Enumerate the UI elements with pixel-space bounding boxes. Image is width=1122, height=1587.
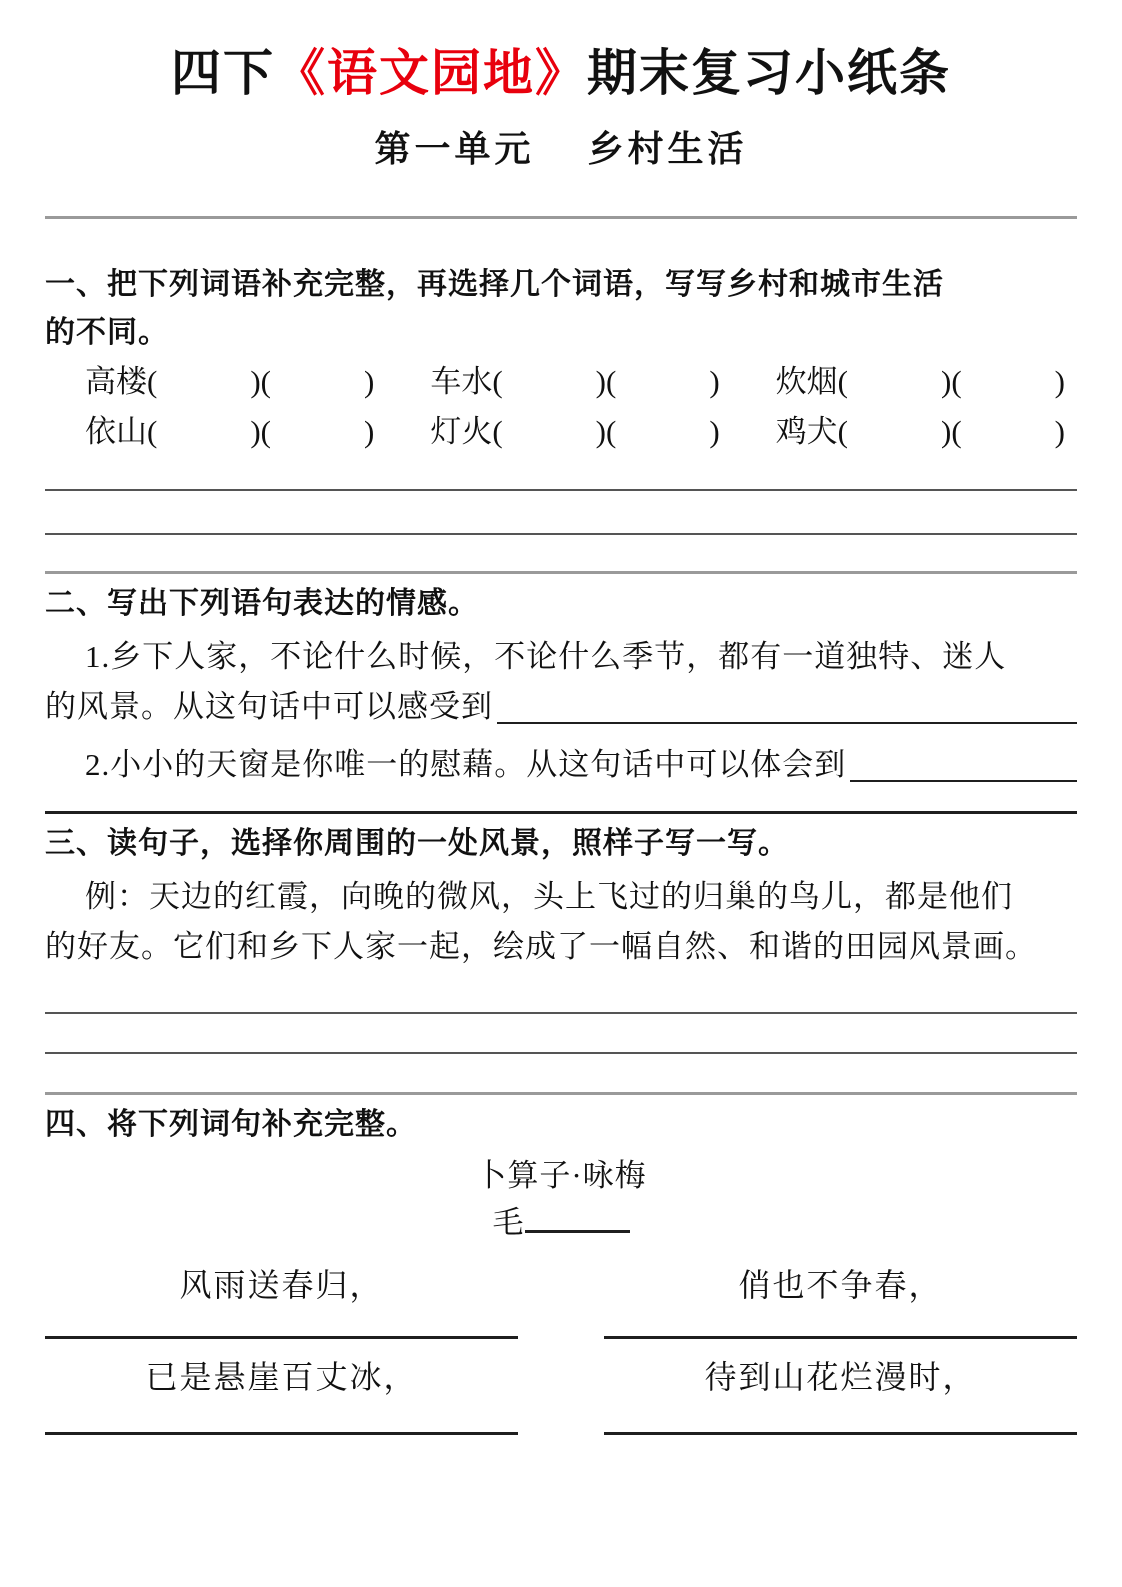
section3-heading: 三、读句子，选择你周围的一处风景，照样子写一写。 [45, 827, 789, 860]
item2-text: 2.小小的天窗是你唯一的慰藉。从这句话中可以体会到 [85, 747, 847, 782]
fill-word: 车水( )( ) [430, 364, 720, 399]
fill-word: 高楼( )( ) [85, 364, 375, 399]
fill-word: 炊烟( )( ) [775, 364, 1065, 399]
section4-heading: 四、将下列词句补充完整。 [45, 1108, 417, 1141]
title-part2: 期末复习小纸条 [587, 45, 951, 101]
fill-word-row [45, 357, 1077, 407]
answer-line [45, 457, 1077, 491]
poem-title: 卜算子·咏梅 [475, 1158, 647, 1193]
poem-verse-row [45, 1261, 1077, 1309]
section1-heading [45, 261, 1077, 357]
poem-line: 待到山花烂漫时， [704, 1359, 977, 1395]
answer-line [45, 972, 1077, 1014]
answer-line [45, 491, 1077, 535]
fill-word: 鸡犬( )( ) [775, 414, 1065, 449]
item2-row [45, 740, 1077, 790]
section-separator [45, 216, 1077, 219]
author-blank-line [525, 1225, 630, 1233]
poem-line: 已是悬崖百丈冰， [145, 1359, 418, 1395]
section-separator [45, 1092, 1077, 1095]
item1-text-line1: 1.乡下人家，不论什么时候，不论什么季节，都有一道独特、迷人 [85, 639, 1007, 674]
poem-verse-row [45, 1353, 1077, 1401]
page-title [45, 42, 1077, 104]
section1-heading-line2: 的不同。 [45, 316, 169, 349]
answer-line [45, 790, 1077, 814]
section1-heading-line1: 一、把下列词语补充完整，再选择几个词语，写写乡村和城市生活 [45, 268, 944, 301]
section2-heading: 二、写出下列语句表达的情感。 [45, 587, 479, 620]
fill-word: 依山( )( ) [85, 414, 375, 449]
author-prefix: 毛 [492, 1205, 525, 1240]
blank-line [604, 1401, 1077, 1435]
blank-line [850, 740, 1077, 782]
blank-line [604, 1309, 1077, 1339]
unit-subtitle: 第一单元 乡村生活 [374, 129, 748, 169]
example-line1: 例：天边的红霞，向晚的微风，头上飞过的归巢的鸟儿，都是他们 [85, 879, 1013, 914]
item1-text: 的风景。从这句话中可以感受到 [45, 689, 493, 724]
example-line2: 的好友。它们和乡下人家一起，绘成了一幅自然、和谐的田园风景画。 [45, 929, 1037, 964]
poem-blank-row [45, 1401, 1077, 1435]
section-separator [45, 571, 1077, 574]
blank-line [45, 1309, 518, 1339]
title-highlight: 《语文园地》 [275, 45, 587, 101]
fill-word-row [45, 407, 1077, 457]
poem-blank-row [45, 1309, 1077, 1339]
blank-line [45, 1401, 518, 1435]
poem-line: 俏也不争春， [738, 1267, 943, 1303]
poem-author-row [45, 1199, 1077, 1247]
blank-line [497, 682, 1077, 724]
item1-text-line2 [45, 682, 1077, 732]
poem-line: 风雨送春归， [179, 1267, 384, 1303]
fill-word: 灯火( )( ) [430, 414, 720, 449]
answer-line [45, 1014, 1077, 1054]
title-part1: 四下 [171, 45, 275, 101]
